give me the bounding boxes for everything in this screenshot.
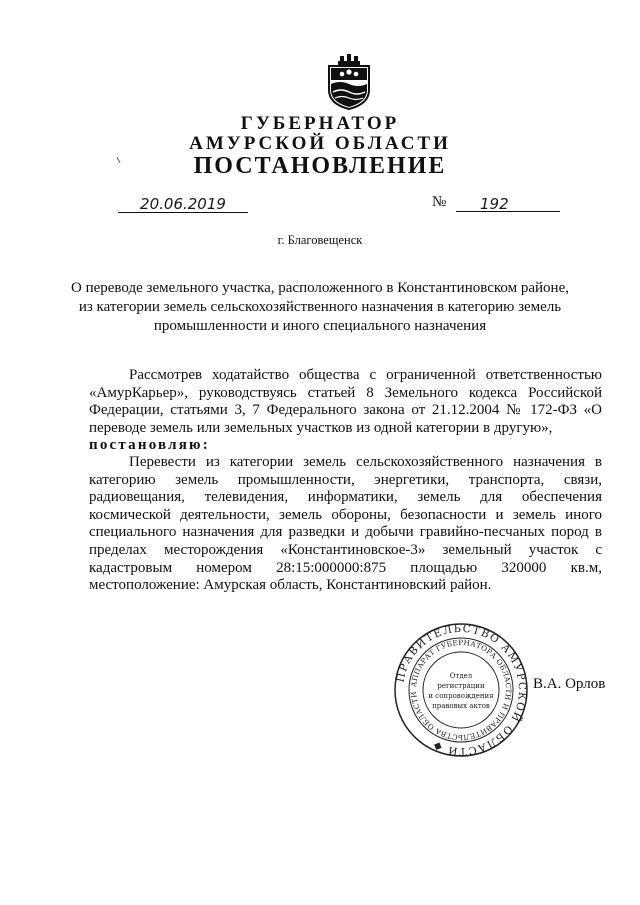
registration-stamp (393, 622, 529, 758)
text-line: кадастровым номером 28:15:000000:875 площадью 320000 кв.м, (89, 559, 602, 576)
region-title: АМУРСКОЙ ОБЛАСТИ (189, 133, 451, 154)
city-name: г. Благовещенск (277, 233, 363, 247)
svg-text:ПРАВИТЕЛЬСТВО АМУРСКОЙ ОБЛАСТИ: ПРАВИТЕЛЬСТВО АМУРСКОЙ ОБЛАСТИ ◆ (394, 622, 529, 758)
svg-text:АППАРАТ ГУБЕРНАТОРА ОБЛАСТИ И: АППАРАТ ГУБЕРНАТОРА ОБЛАСТИ И ПРАВИТЕЛЬСТВА ОБЛАСТИ (408, 637, 514, 743)
coat-of-arms-icon (326, 54, 372, 110)
document-number: 192 (456, 196, 560, 212)
text-line: переводе земель или земельных участков из одной категории в другую», (89, 419, 553, 436)
text-line: специального назначения для разведки и добычи гравийно-песчаных пород в (89, 524, 602, 541)
resolve-word: постановляю: (89, 437, 210, 453)
text-line: космической деятельности, земель обороны, безопасности и земель иного (89, 506, 602, 523)
svg-text:Отдел: Отдел (449, 672, 473, 680)
number-sign: № (432, 194, 447, 210)
subject-line: из категории земель сельскохозяйственного назначения в категорию земель (78, 299, 562, 315)
svg-text:и сопровождения: и сопровождения (428, 692, 494, 700)
subject-line: промышленности и иного специального назначения (153, 318, 487, 334)
signer-name: В.А. Орлов (533, 676, 606, 692)
document-type-title: ПОСТАНОВЛЕНИЕ (193, 153, 447, 179)
text-line: пределах месторождения «Константиновское-3» земельный участок с (89, 541, 602, 558)
preamble-paragraph (89, 367, 602, 437)
text-line: «АмурКарьер», руководствуясь статьей 8 Земельного кодекса Российской (89, 384, 602, 401)
text-line: категорию земель промышленности, энергетики, транспорта, связи, (89, 471, 602, 488)
text-line: Перевести из категории земель сельскохозяйственного назначения в (129, 454, 602, 470)
subject-line: О переводе земельного участка, расположенного в Константиновском районе, (71, 280, 569, 296)
document-subject (60, 279, 580, 336)
text-line: Федерации, статьями 3, 7 Федерального закона от 21.12.2004 № 172-ФЗ «О (89, 402, 602, 419)
document-date: 20.06.2019 (118, 196, 248, 213)
text-line: местоположение: Амурская область, Константиновский район. (89, 577, 492, 594)
text-line: радиовещания, телевидения, информатики, земель для обеспечения (89, 489, 602, 506)
resolution-paragraph (89, 454, 602, 595)
svg-text:правовых актов: правовых актов (432, 702, 490, 710)
svg-text:регистрации: регистрации (437, 682, 485, 690)
text-line: Рассмотрев ходатайство общества с ограниченной ответственностью (129, 367, 602, 383)
governor-title: ГУБЕРНАТОР (240, 113, 400, 134)
